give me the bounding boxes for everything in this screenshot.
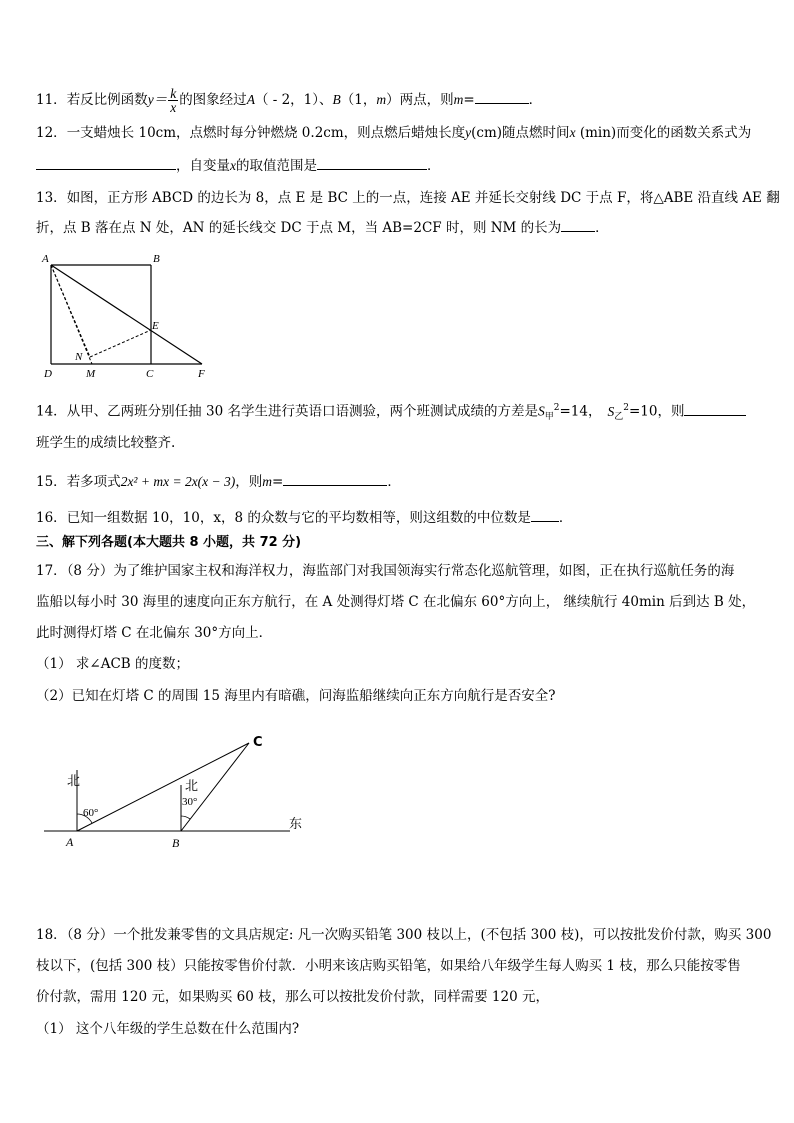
label-c: C xyxy=(253,735,263,750)
label-e: E xyxy=(152,320,159,332)
north-label-b: 北 xyxy=(185,779,199,794)
q14-sup1: 2 xyxy=(553,403,560,413)
label-b: B xyxy=(172,836,180,850)
q15-expression: 2x² + mx = 2x(x − 3) xyxy=(120,474,236,489)
q12-function-blank[interactable] xyxy=(36,157,176,170)
q14-v1: =14， xyxy=(559,403,602,420)
label-c: C xyxy=(146,368,154,378)
question-14-line2 xyxy=(36,433,175,453)
line-ac xyxy=(77,743,249,831)
line-aef xyxy=(51,265,202,364)
question-18-line2 xyxy=(36,956,741,976)
label-m: M xyxy=(86,368,96,378)
q12-text4: ，自变量 xyxy=(176,158,230,174)
q17-sub2-text: （2）已知在灯塔 C 的周围 15 海里内有暗礁，问海监船继续向正东方向航行是否安全? xyxy=(36,688,556,704)
q12-y: y xyxy=(465,125,472,140)
question-15 xyxy=(36,472,401,492)
q11-coord-a: （ - 2，1）、 xyxy=(254,92,333,108)
east-label: 东 xyxy=(289,817,303,832)
q15-number: 15． xyxy=(36,474,67,490)
q11-x: x xyxy=(170,100,177,115)
label-d: D xyxy=(44,368,52,378)
q17-sub1-text: （1） 求∠ACB 的度数； xyxy=(36,656,189,672)
question-18-line3 xyxy=(36,987,549,1007)
q12-x: x xyxy=(569,125,576,140)
q15-answer-blank[interactable] xyxy=(283,473,387,486)
q11-coord-b: （1， xyxy=(340,92,377,108)
q15-end: ． xyxy=(387,474,401,490)
q18-text-line2: 枝以下，(包括 300 枝）只能按零售价付款．小明来该店购买铅笔，如果给八年级学生每人购买 1 枝，那么只能按零售 xyxy=(36,958,741,974)
q18-number: 18． xyxy=(36,927,67,943)
q14-s2: S xyxy=(607,403,615,419)
q16-end: ． xyxy=(558,510,573,526)
q12-text3: (min)而变化的函数关系式为 xyxy=(575,125,752,141)
question-14 xyxy=(36,398,746,427)
label-f: F xyxy=(198,368,205,378)
question-13 xyxy=(36,188,780,208)
q15-m: m xyxy=(262,474,273,489)
q14-s1: S xyxy=(537,403,545,419)
q11-end: ． xyxy=(528,92,543,108)
q16-answer-blank[interactable] xyxy=(531,509,559,522)
q11-eq: = xyxy=(463,92,475,108)
q11-point-b: B xyxy=(332,92,341,107)
q14-number: 14． xyxy=(36,403,67,420)
q13-text-line1: 如图，正方形 ABCD 的边长为 8，点 E 是 BC 上的一点，连接 AE 并延长交射线 DC 于点 F，将△ABE 沿直线 AE 翻 xyxy=(66,190,780,206)
question-13-line2 xyxy=(36,218,609,238)
q15-text2: ，则 xyxy=(235,474,263,490)
label-n: N xyxy=(75,351,83,363)
line-am xyxy=(51,265,92,364)
q17-text-line3: 此时测得灯塔 C 在北偏东 30°方向上． xyxy=(36,625,273,641)
q14-answer-blank[interactable] xyxy=(684,403,746,416)
q11-answer-blank[interactable] xyxy=(475,91,529,104)
q11-m: m xyxy=(376,92,387,107)
question-17-line2 xyxy=(36,592,755,612)
q12-range-blank[interactable] xyxy=(317,157,427,170)
q12-number: 12． xyxy=(36,125,67,141)
section-three-heading xyxy=(36,533,301,553)
q11-m2: m xyxy=(453,92,464,107)
q16-number: 16． xyxy=(36,510,67,526)
q11-y: y＝ xyxy=(147,92,168,107)
label-a: A xyxy=(66,835,74,849)
label-a: A xyxy=(42,253,49,265)
q17-text-line1: （8 分）为了维护国家主权和海洋权力，海监部门对我国领海实行常态化巡航管理，如图，正在执行巡航任务的海 xyxy=(66,563,735,579)
question-17-sub2 xyxy=(36,686,556,706)
angle-arc-b xyxy=(181,816,190,819)
q11-k: k xyxy=(170,86,177,101)
q18-text-line3: 价付款，需用 120 元，如果购买 60 枝，那么可以按批发价付款，同样需要 120 元， xyxy=(36,989,549,1005)
q14-v2: =10，则 xyxy=(628,403,685,420)
question-17-line3 xyxy=(36,623,272,643)
q11-fraction xyxy=(168,87,178,114)
angle-label-30: 30° xyxy=(182,796,198,808)
q11-text: 若反比例函数 xyxy=(66,92,148,108)
north-label-a: 北 xyxy=(67,774,81,789)
q11-text2: 的图象经过 xyxy=(179,92,247,108)
q12-text5: 的取值范围是 xyxy=(236,158,317,174)
section-three-text: 三、解下列各题(本大题共 8 小题，共 72 分) xyxy=(36,535,302,550)
question-17 xyxy=(36,561,734,581)
q13-text-line2: 折，点 B 落在点 N 处，AN 的延长线交 DC 于点 M，当 AB=2CF 时，则 NM 的长为 xyxy=(36,220,562,236)
q13-square-figure xyxy=(30,248,220,378)
question-11 xyxy=(36,87,542,114)
q13-end: ． xyxy=(595,220,609,236)
question-16 xyxy=(36,508,572,528)
line-an xyxy=(51,265,90,357)
q11-number: 11． xyxy=(36,92,67,108)
line-ne xyxy=(90,330,151,357)
q12-end: ． xyxy=(427,158,441,174)
question-12-line2 xyxy=(36,156,441,176)
q13-answer-blank[interactable] xyxy=(561,219,595,232)
q13-number: 13． xyxy=(36,190,67,206)
q15-text: 若多项式 xyxy=(66,474,121,490)
q14-sup2: 2 xyxy=(623,403,629,413)
q17-navigation-figure xyxy=(40,730,320,855)
q12-x2: x xyxy=(230,158,236,173)
q12-text2: (cm)随点燃时间 xyxy=(471,125,570,141)
question-12 xyxy=(36,123,751,143)
q18-sub1-text: （1） 这个八年级的学生总数在什么范围内? xyxy=(36,1021,300,1037)
q15-eq: = xyxy=(272,474,284,490)
question-18-sub1 xyxy=(36,1019,299,1039)
q11-point-a: A xyxy=(246,92,255,107)
q14-sub2: 乙 xyxy=(614,412,624,423)
q17-number: 17． xyxy=(36,563,67,579)
q14-text: 从甲、乙两班分别任抽 30 名学生进行英语口语测验，两个班测试成绩的方差是 xyxy=(66,403,538,420)
q12-text: 一支蜡烛长 10cm，点燃时每分钟燃烧 0.2cm，则点燃后蜡烛长度 xyxy=(66,125,466,141)
question-18 xyxy=(36,925,771,945)
label-b: B xyxy=(153,253,160,265)
q11-text3: ）两点，则 xyxy=(386,92,454,108)
q17-text-line2: 监船以每小时 30 海里的速度向正东方航行，在 A 处测得灯塔 C 在北偏东 60°方向上， 继续航行 40min 后到达 B 处， xyxy=(36,594,756,610)
question-17-sub1 xyxy=(36,654,189,674)
q14-sub1: 甲 xyxy=(544,412,554,423)
q18-text-line1: （8 分）一个批发兼零售的文具店规定: 凡一次购买铅笔 300 枝以上，(不包括 300 枝)，可以按批发价付款，购买 300 xyxy=(66,927,772,943)
angle-label-60: 60° xyxy=(83,807,99,819)
q16-text: 已知一组数据 10，10，x，8 的众数与它的平均数相等，则这组数的中位数是 xyxy=(66,510,531,526)
q14-text-line2: 班学生的成绩比较整齐. xyxy=(36,435,176,451)
